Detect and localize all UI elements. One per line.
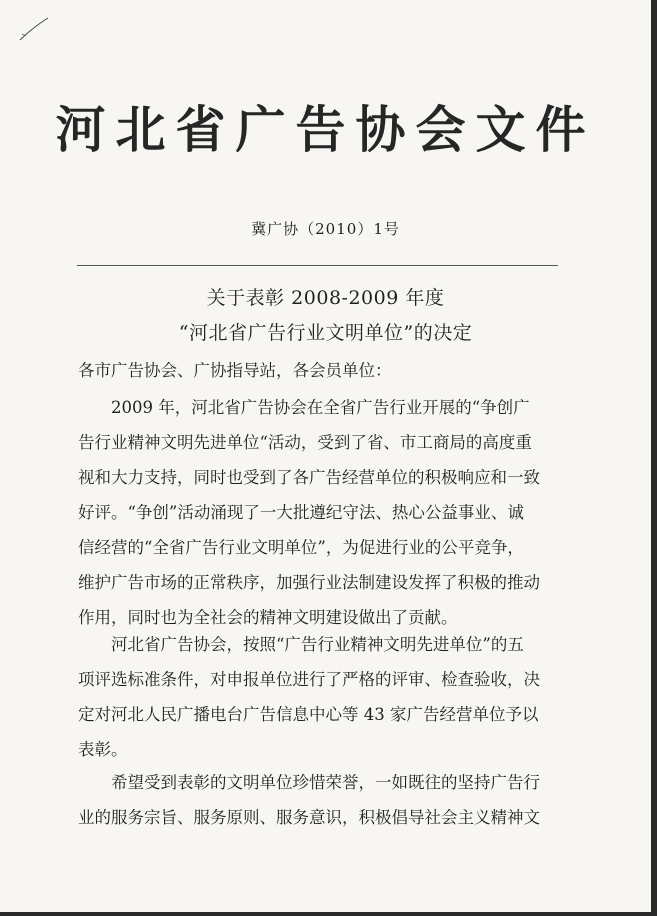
paragraph-line: 2009 年，河北省广告协会在全省广告行业开展的“争创广	[111, 398, 530, 417]
paragraph-line: 信经营的“全省广告行业文明单位”，为促进行业的公平竞争，	[78, 538, 524, 557]
paragraph-line: 河北省广告协会，按照“广告行业精神文明先进单位”的五	[111, 635, 524, 654]
paragraph-2	[78, 627, 578, 767]
paragraph-3	[78, 765, 578, 835]
paragraph-1	[78, 390, 578, 635]
paragraph-line: 表彰。	[78, 740, 128, 759]
pen-stroke-mark	[18, 14, 58, 44]
paragraph-line: 维护广告市场的正常秩序，加强行业法制建设发挥了积极的推动	[78, 573, 540, 592]
paragraph-line: 希望受到表彰的文明单位珍惜荣誉，一如既往的坚持广告行	[111, 773, 540, 792]
header-divider	[77, 265, 558, 266]
paragraph-line: 作用，同时也为全社会的精神文明建设做出了贡献。	[78, 608, 458, 627]
decision-heading-line-2: “河北省广告行业文明单位”的决定	[178, 322, 473, 344]
paragraph-line: 定对河北人民广播电台广告信息中心等 43 家广告经营单位予以	[78, 705, 539, 724]
paragraph-line: 项评选标准条件，对申报单位进行了严格的评审、检查验收，决	[78, 670, 540, 689]
paragraph-line: 视和大力支持，同时也受到了各广告经营单位的积极响应和一致	[78, 468, 540, 487]
document-header-title: 河北省广告协会文件	[55, 101, 596, 159]
salutation: 各市广告协会、广协指导站，各会员单位：	[78, 361, 392, 380]
document-number: 冀广协（2010）1号	[251, 220, 400, 238]
paragraph-line: 业的服务宗旨、服务原则、服务意识，积极倡导社会主义精神文	[78, 808, 540, 827]
scan-border-bottom	[0, 912, 657, 916]
scan-border-right	[651, 0, 657, 916]
paragraph-line: 好评。“争创”活动涌现了一大批遵纪守法、热心公益事业、诚	[78, 503, 524, 522]
paragraph-line: 告行业精神文明先进单位“活动，受到了省、市工商局的高度重	[78, 433, 532, 452]
decision-heading-line-1: 关于表彰 2008-2009 年度	[206, 287, 445, 309]
